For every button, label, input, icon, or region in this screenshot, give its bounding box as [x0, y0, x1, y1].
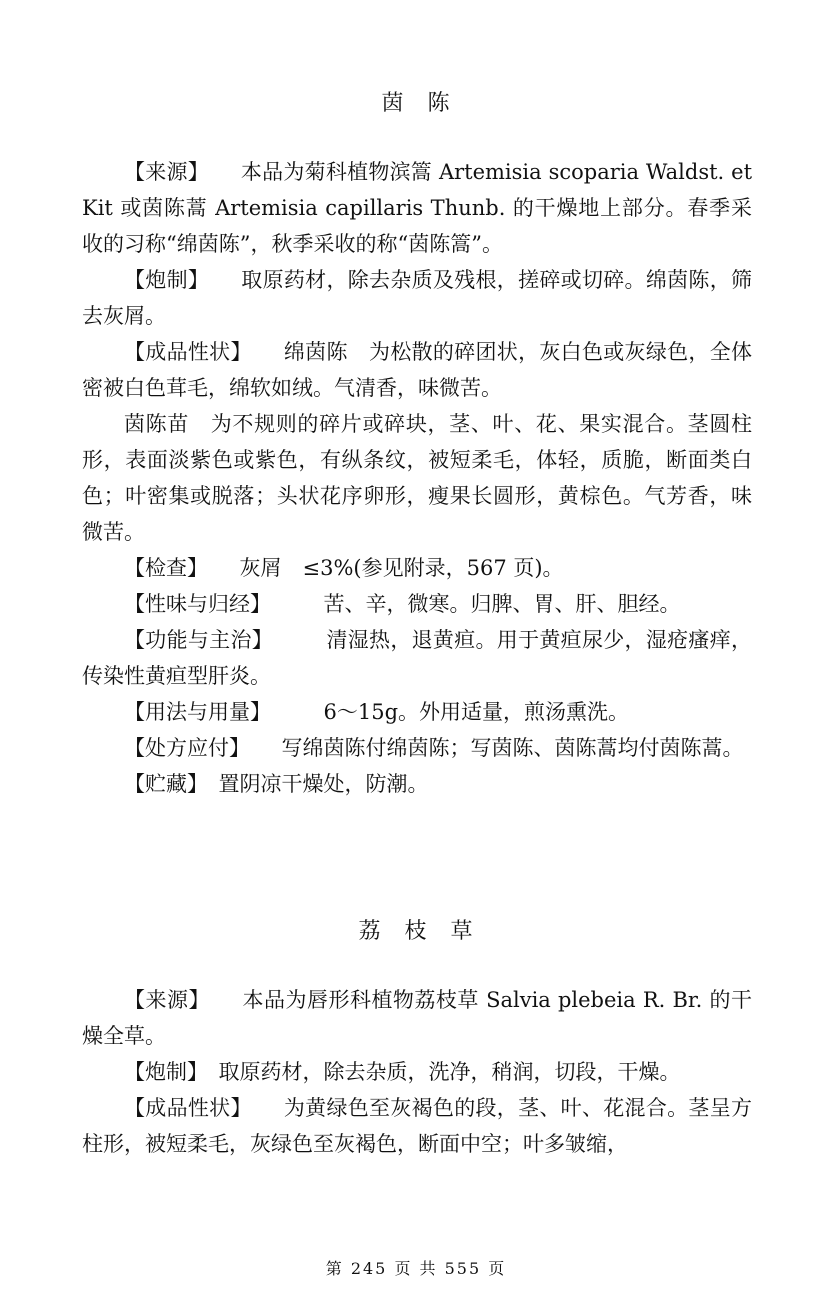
field-text: 茵陈苗 为不规则的碎片或碎块，茎、叶、花、果实混合。茎圆柱形，表面淡紫色或紫色，有纵条纹，被短柔毛，体轻，质脆，断面类白色；叶密集或脱落；头状花序卵形，瘦果长圆形，黄棕色。气芳香，味微苦。 — [82, 412, 752, 544]
paragraph-source — [82, 982, 752, 1054]
field-text: 置阴凉干燥处，防潮。 — [197, 772, 429, 796]
field-text: 苦、辛，微寒。归脾、胃、肝、胆经。 — [260, 592, 681, 616]
paragraph-source — [82, 154, 759, 262]
field-text: 取原药材，除去杂质，洗净，稍润，切段，干燥。 — [197, 1060, 681, 1084]
field-tag: 【来源】 — [124, 988, 200, 1012]
section-body-lizhicao — [82, 982, 752, 1162]
section-body-yinchen — [82, 154, 759, 802]
section-title-text: 荔 枝 草 — [358, 919, 474, 944]
section-title-lizhicao — [0, 914, 832, 945]
field-text: 写绵茵陈付绵茵陈；写茵陈、茵陈蒿均付茵陈蒿。 — [239, 736, 744, 760]
page-footer: 第 245 页 共 555 页 — [325, 1259, 507, 1278]
field-text: 为黄绿色至灰褐色的段，茎、叶、花混合。茎呈方柱形，被短柔毛，灰绿色至灰褐色，断面中空；叶多皱缩， — [82, 1096, 753, 1156]
paragraph-processing — [82, 262, 752, 334]
paragraph-function — [82, 622, 752, 694]
paragraph-storage — [82, 766, 752, 802]
field-tag: 【来源】 — [124, 160, 199, 184]
paragraph-nature-meridian — [82, 586, 752, 622]
paragraph-inspection — [82, 550, 752, 586]
field-text: 取原药材，除去杂质及残根，搓碎或切碎。绵茵陈，筛去灰屑。 — [82, 268, 753, 328]
field-text: 本品为菊科植物滨篙 Artemisia scoparia Waldst. et Kit 或茵陈蒿 Artemisia capillaris Thunb. 的干燥地上部分。春季采收的习称“绵茵陈”，秋季采收的称“茵陈篙”。 — [82, 160, 759, 256]
field-tag: 【贮藏】 — [124, 772, 198, 796]
field-tag: 【炮制】 — [124, 268, 199, 292]
field-tag: 【用法与用量】 — [124, 700, 261, 724]
section-title-yinchen — [0, 86, 832, 117]
paragraph-appearance — [82, 334, 752, 406]
paragraph-processing — [82, 1054, 752, 1090]
field-text: 绵茵陈 为松散的碎团状，灰白色或灰绿色，全体密被白色茸毛，绵软如绒。气清香，味微苦。 — [82, 340, 753, 400]
paragraph-usage — [82, 694, 752, 730]
field-tag: 【炮制】 — [124, 1060, 198, 1084]
field-text: 本品为唇形科植物荔枝草 Salvia plebeia R. Br. 的干燥全草。 — [82, 988, 752, 1048]
field-tag: 【成品性状】 — [124, 1096, 242, 1120]
field-tag: 【性味与归经】 — [124, 592, 261, 616]
field-tag: 【检查】 — [124, 556, 198, 580]
paragraph-appearance — [82, 1090, 752, 1162]
field-tag: 【处方应付】 — [124, 736, 240, 760]
section-title-text: 茵 陈 — [381, 91, 451, 116]
field-text: 清湿热，退黄疸。用于黄疸尿少，湿疮瘙痒，传染性黄疸型肝炎。 — [82, 628, 753, 688]
field-text: 6～15g。外用适量，煎汤熏洗。 — [260, 700, 630, 724]
paragraph-appearance-sprout — [82, 406, 752, 550]
field-tag: 【功能与主治】 — [124, 628, 263, 652]
paragraph-prescription — [82, 730, 752, 766]
field-tag: 【成品性状】 — [124, 340, 242, 364]
field-text: 灰屑 ≤3%(参见附录，567 页)。 — [197, 556, 564, 580]
